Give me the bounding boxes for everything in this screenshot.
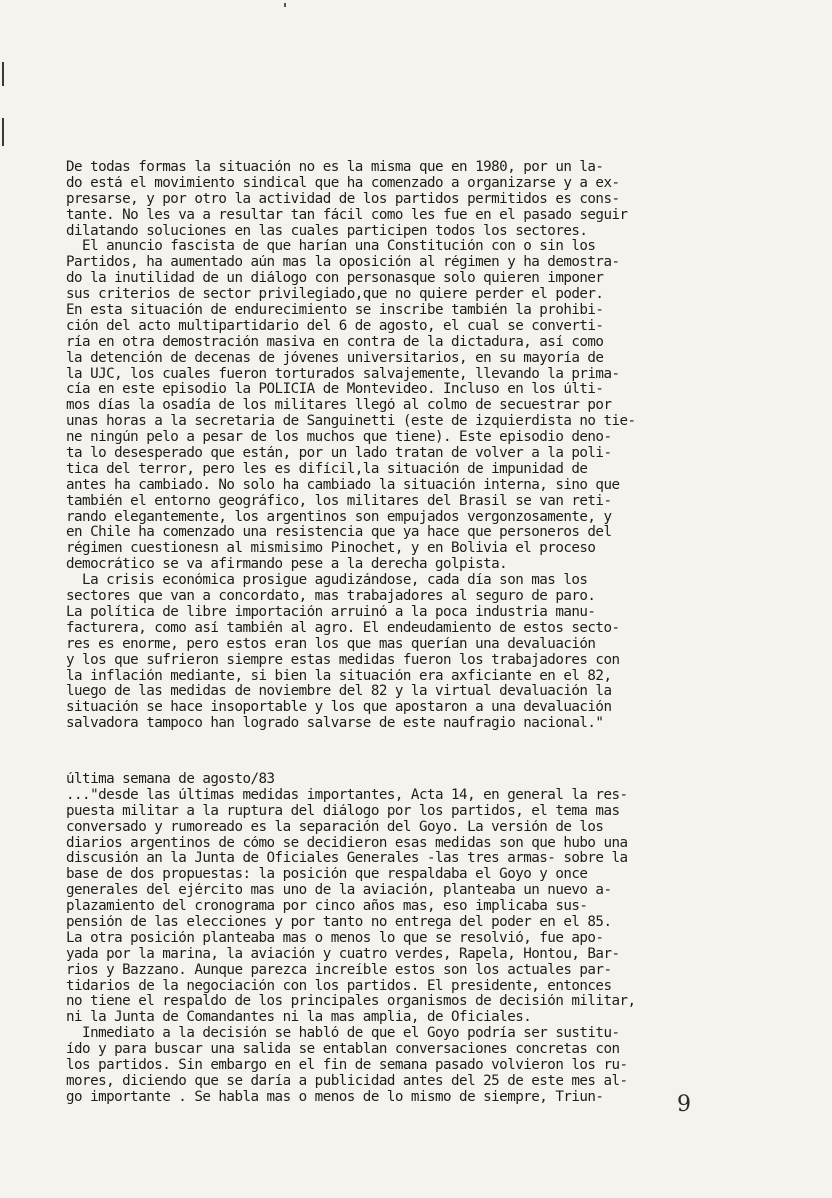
text-line: la UJC, los cuales fueron torturados salvajemente, llevando la prima-	[66, 366, 620, 382]
text-line: facturera, como así también al agro. El endeudamiento de estos secto-	[66, 620, 620, 636]
text-line: puesta militar a la ruptura del diálogo por los partidos, el tema mas	[66, 803, 620, 819]
text-line: do la inutilidad de un diálogo con personasque solo quieren imponer	[66, 271, 604, 287]
text-line: tante. No les va a resultar tan fácil como les fue en el pasado seguir	[66, 207, 628, 223]
text-line: unas horas a la secretaria de Sanguinetti (este de izquierdista no tie-	[66, 414, 636, 430]
text-line: De todas formas la situación no es la misma que en 1980, por un la-	[66, 160, 604, 175]
text-line: ído y para buscar una salida se entablan conversaciones concretas con	[66, 1042, 620, 1058]
text-line: antes ha cambiado. No solo ha cambiado la situación interna, sino que	[66, 477, 620, 493]
text-line: base de dos propuestas: la posición que respaldaba el Goyo y once	[66, 867, 588, 883]
text-line: plazamiento del cronograma por cinco años mas, eso implicaba sus-	[66, 899, 588, 915]
text-line: y los que sufrieron siempre estas medidas fueron los trabajadores con	[66, 652, 620, 668]
text-line: presarse, y por otro la actividad de los partidos permitidos es cons-	[66, 191, 620, 207]
text-line: no tiene el respaldo de los principales organismos de decisión militar,	[66, 994, 636, 1010]
text-line: La política de libre importación arruinó a la poca industria manu-	[66, 604, 596, 620]
text-line: rando elegantemente, los argentinos son empujados vergonzosamente, y	[66, 509, 612, 525]
text-line: última semana de agosto/83	[66, 772, 275, 787]
text-line: ción del acto multipartidario del 6 de agosto, el cual se converti-	[66, 318, 604, 334]
binding-mark	[2, 118, 4, 146]
text-line: también el entorno geográfico, los militares del Brasil se van reti-	[66, 493, 612, 509]
text-line: El anuncio fascista de que harían una Constitución con o sin los	[66, 239, 596, 255]
text-line: La crisis económica prosigue agudizándose, cada día son mas los	[66, 573, 588, 589]
text-line: conversado y rumoreado es la separación del Goyo. La versión de los	[66, 819, 604, 835]
text-line: tica del terror, pero les es difícil,la situación de impunidad de	[66, 461, 588, 477]
text-line: régimen cuestionesn al mismisimo Pinochet, y en Bolivia el proceso	[66, 541, 596, 557]
text-line: mores, diciendo que se daría a publicidad antes del 25 de este mes al-	[66, 1073, 628, 1089]
text-line: diarios argentinos de cómo se decidieron esas medidas son que hubo una	[66, 835, 628, 851]
text-line: luego de las medidas de noviembre del 82 y la virtual devaluación la	[66, 684, 612, 700]
page-number: 9	[677, 1092, 691, 1117]
text-line: Partidos, ha aumentado aún mas la oposición al régimen y ha demostra-	[66, 255, 620, 271]
text-line: cía en este episodio la POLICIA de Montevideo. Incluso en los últi-	[66, 382, 604, 398]
text-line: sus criterios de sector privilegiado,que no quiere perder el poder.	[66, 287, 604, 303]
text-line: la detención de decenas de jóvenes universitarios, en su mayoría de	[66, 350, 604, 366]
text-line: mos días la osadía de los militares llegó al colmo de secuestrar por	[66, 398, 612, 414]
text-line: los partidos. Sin embargo en el fin de semana pasado volvieron los ru-	[66, 1058, 628, 1074]
text-line: sectores que van a concordato, mas trabajadores al seguro de paro.	[66, 589, 596, 605]
text-line: ..."desde las últimas medidas importantes, Acta 14, en general la res-	[66, 787, 628, 803]
text-line: salvadora tampoco han logrado salvarse de este naufragio nacional."	[66, 716, 604, 732]
text-line: pensión de las elecciones y por tanto no entrega del poder en el 85.	[66, 915, 612, 931]
text-line: ta lo desesperado que están, por un lado tratan de volver a la poli-	[66, 446, 612, 462]
text-line: dilatando soluciones en las cuales participen todos los sectores.	[66, 223, 588, 239]
text-line: ni la Junta de Comandantes ni la mas amplia, de Oficiales.	[66, 1010, 532, 1026]
text-line: La otra posición planteaba mas o menos lo que se resolvió, fue apo-	[66, 930, 604, 946]
text-line: la inflación mediante, si bien la situación era axficiante en el 82,	[66, 668, 612, 684]
main-text-block	[66, 160, 736, 732]
text-line: en Chile ha comenzado una resistencia que ya hace que personeros del	[66, 525, 612, 541]
text-line: go importante . Se habla mas o menos de lo mismo de siempre, Triun-	[66, 1089, 604, 1105]
text-line: tidarios de la negociación con los partidos. El presidente, entonces	[66, 978, 612, 994]
binding-mark	[2, 62, 4, 86]
text-line: rios y Bazzano. Aunque parezca increíble estos son los actuales par-	[66, 962, 612, 978]
text-line: res es enorme, pero estos eran los que mas querían una devaluación	[66, 636, 596, 652]
text-line: generales del ejército mas uno de la aviación, planteaba un nuevo a-	[66, 883, 612, 899]
text-line: yada por la marina, la aviación y cuatro verdes, Rapela, Hontou, Bar-	[66, 946, 620, 962]
quoted-report-block	[66, 772, 736, 1106]
text-line: Inmediato a la decisión se habló de que el Goyo podría ser sustitu-	[66, 1026, 620, 1042]
text-line: situación se hace insoportable y los que apostaron a una devaluación	[66, 700, 612, 716]
text-line: ne ningún pelo a pesar de los muchos que tiene). Este episodio deno-	[66, 430, 612, 446]
text-line: ría en otra demostración masiva en contra de la dictadura, así como	[66, 334, 604, 350]
text-line: En esta situación de endurecimiento se inscribe también la prohibi-	[66, 303, 604, 319]
text-line: democrático se va afirmando pese a la derecha golpista.	[66, 557, 508, 573]
text-line: do está el movimiento sindical que ha comenzado a organizarse y a ex-	[66, 175, 620, 191]
text-line: discusión an la Junta de Oficiales Generales -las tres armas- sobre la	[66, 851, 628, 867]
scan-mark	[284, 3, 286, 7]
